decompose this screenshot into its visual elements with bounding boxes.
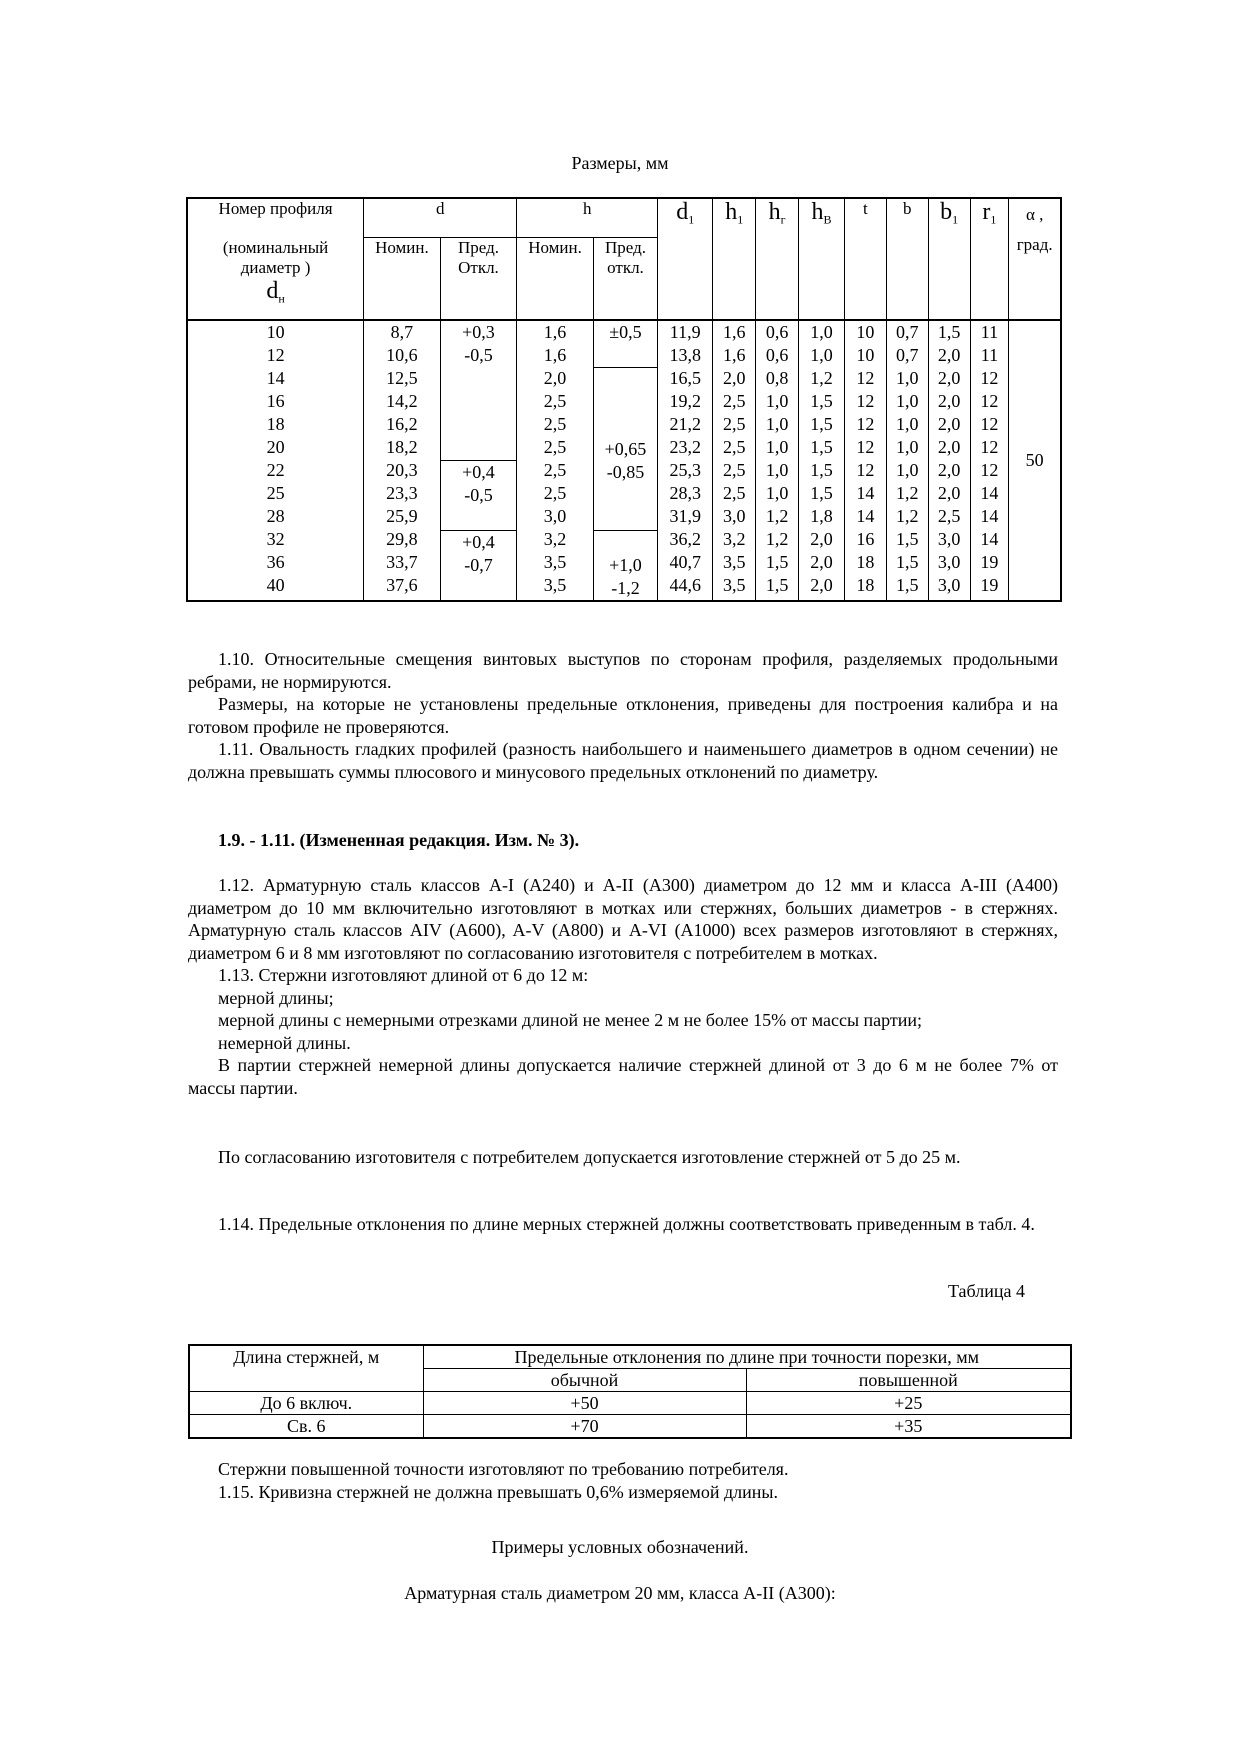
- header-hg: $h_г$: [756, 198, 799, 320]
- col-d-nom: [364, 320, 441, 601]
- table-cell: 12: [980, 460, 999, 480]
- col-h-dev: ±0,5 +0,65 -0,85 +1,0 -1,2: [593, 320, 657, 601]
- col-d1: [658, 320, 713, 601]
- table-cell: 11,9: [669, 322, 701, 342]
- table-cell: 1,0: [765, 460, 789, 480]
- table-cell: 1,5: [895, 575, 919, 595]
- para-1-11: 1.11. Овальность гладких профилей (разность наибольшего и наименьшего диаметров в одном сечении) не должна превышать суммы плюсового и минусового предельных отклонений по диаметру.: [188, 739, 1058, 782]
- profile-dimensions-table: [186, 197, 1062, 602]
- t4-cell: До 6 включ.: [189, 1392, 423, 1415]
- table-cell: 1,2: [765, 506, 789, 526]
- table-cell: 23,3: [386, 483, 418, 503]
- table-cell: 10: [266, 322, 285, 342]
- header-h-dev: Пред. откл.: [593, 238, 657, 321]
- table-cell: 3,0: [722, 506, 746, 526]
- length-deviations-table: [188, 1344, 1072, 1439]
- table-cell: 2,5: [722, 460, 746, 480]
- para-1-13: 1.13. Стержни изготовляют длиной от 6 до 12 м:: [218, 965, 589, 985]
- table-cell: 2,0: [810, 529, 833, 549]
- table-cell: 2,0: [937, 437, 961, 457]
- table-cell: 12: [980, 368, 999, 388]
- table-cell: 29,8: [386, 529, 418, 549]
- table-cell: 2,5: [722, 391, 746, 411]
- table-cell: 23,2: [669, 437, 701, 457]
- table-cell: 14: [856, 506, 875, 526]
- table-cell: 12: [856, 391, 875, 411]
- table-cell: 14: [266, 368, 285, 388]
- table-cell: 12: [856, 437, 875, 457]
- header-r1: $r_1$: [970, 198, 1009, 320]
- table-cell: 1,5: [810, 460, 833, 480]
- table-cell: 2,5: [722, 483, 746, 503]
- table-cell: 3,5: [722, 575, 746, 595]
- table-cell: 2,0: [937, 368, 961, 388]
- table-cell: 12: [856, 460, 875, 480]
- table4-label: Таблица 4: [948, 1281, 1025, 1301]
- table-cell: 19: [980, 575, 999, 595]
- table-row: [189, 1415, 1071, 1439]
- col-r1: [970, 320, 1009, 601]
- table-cell: 20,3: [386, 460, 418, 480]
- table-cell: 3,2: [722, 529, 746, 549]
- col-b: [886, 320, 928, 601]
- table-cell: 3,5: [543, 552, 567, 572]
- table-cell: 2,0: [937, 414, 961, 434]
- table-cell: 2,0: [937, 460, 961, 480]
- table-cell: 44,6: [669, 575, 701, 595]
- table-cell: 10: [856, 322, 875, 342]
- table-cell: 16,5: [669, 368, 701, 388]
- table-cell: 1,8: [810, 506, 833, 526]
- text-block-2: [188, 874, 1058, 1099]
- table-cell: 2,0: [543, 368, 567, 388]
- text-block-5: [188, 1458, 1058, 1503]
- examples-heading: Примеры условных обозначений.: [491, 1537, 749, 1557]
- para-1-10-b: Размеры, на которые не установлены предельные отклонения, приведены для построения калибра и на готовом профиле не проверяются.: [188, 694, 1058, 737]
- table-cell: 18: [266, 414, 285, 434]
- table-cell: 25,3: [669, 460, 701, 480]
- table-cell: 12: [980, 414, 999, 434]
- table-cell: 18: [856, 552, 875, 572]
- table-cell: 2,5: [722, 414, 746, 434]
- table-cell: 12: [980, 391, 999, 411]
- table-cell: 10: [856, 345, 875, 365]
- table-cell: 1,0: [810, 322, 833, 342]
- table-cell: 18,2: [386, 437, 418, 457]
- table-cell: 12,5: [386, 368, 418, 388]
- table-cell: 3,0: [937, 575, 961, 595]
- header-b1: $b_1$: [928, 198, 970, 320]
- table-cell: 2,0: [937, 345, 961, 365]
- table-cell: 1,5: [765, 552, 789, 572]
- header-h1: $h_1$: [713, 198, 756, 320]
- table-cell: 1,6: [543, 345, 567, 365]
- table-cell: 2,5: [722, 437, 746, 457]
- t4-header-group: Предельные отклонения по длине при точности порезки, мм: [423, 1345, 1071, 1369]
- col-h1: [713, 320, 756, 601]
- col-d-dev: +0,3 -0,5 +0,4 -0,5 +0,4 -0,7: [440, 320, 517, 601]
- table-cell: 1,0: [765, 391, 789, 411]
- table-cell: 14,2: [386, 391, 418, 411]
- table-cell: 13,8: [669, 345, 701, 365]
- para-1-13-c: немерной длины.: [218, 1032, 351, 1053]
- table-cell: 10,6: [386, 345, 418, 365]
- table-cell: 14: [980, 483, 999, 503]
- para-note: Стержни повышенной точности изготовляют по требованию потребителя.: [218, 1459, 789, 1479]
- table-cell: 3,2: [543, 529, 567, 549]
- para-1-15: 1.15. Кривизна стержней не должна превышать 0,6% измеряемой длины.: [218, 1481, 778, 1502]
- table-cell: 1,5: [810, 414, 833, 434]
- table-cell: 11: [980, 345, 999, 365]
- table-cell: 0,6: [765, 345, 789, 365]
- table-cell: 2,5: [543, 437, 567, 457]
- t4-cell: +25: [746, 1392, 1071, 1415]
- table-cell: 1,0: [895, 368, 919, 388]
- table-cell: 12: [856, 368, 875, 388]
- table-cell: 1,2: [765, 529, 789, 549]
- table-cell: 0,7: [895, 322, 919, 342]
- table-row: [189, 1392, 1071, 1415]
- table-cell: 2,5: [543, 483, 567, 503]
- col-profile: [187, 320, 364, 601]
- para-1-10: 1.10. Относительные смещения винтовых выступов по сторонам профиля, разделяемых продольными ребрами, не нормируются.: [188, 649, 1058, 692]
- header-h: h: [517, 198, 658, 238]
- table-cell: 2,0: [937, 391, 961, 411]
- table-cell: 12: [856, 414, 875, 434]
- para-1-14: 1.14. Предельные отклонения по длине мерных стержней должны соответствовать приведенным в табл. 4.: [218, 1214, 1035, 1234]
- table-cell: 2,0: [810, 552, 833, 572]
- table-cell: 16: [856, 529, 875, 549]
- table-cell: 3,0: [543, 506, 567, 526]
- table-cell: 21,2: [669, 414, 701, 434]
- table-cell: 18: [856, 575, 875, 595]
- table-cell: 2,5: [937, 506, 961, 526]
- table-cell: 22: [266, 460, 285, 480]
- header-d: d: [364, 198, 517, 238]
- table-cell: 2,0: [937, 483, 961, 503]
- table-cell: 28: [266, 506, 285, 526]
- text-block-4: [188, 1213, 1058, 1236]
- t4-cell: +70: [423, 1415, 746, 1439]
- header-t: t: [844, 198, 886, 320]
- para-1-13-a: мерной длины;: [218, 987, 334, 1008]
- header-d1: $d_1$: [658, 198, 713, 320]
- table-cell: 12: [980, 437, 999, 457]
- table-cell: 1,0: [895, 437, 919, 457]
- table-cell: 40,7: [669, 552, 701, 572]
- table-cell: 14: [980, 506, 999, 526]
- text-block-3: [188, 1146, 1058, 1169]
- table-cell: 19,2: [669, 391, 701, 411]
- table-cell: 28,3: [669, 483, 701, 503]
- table-cell: 1,0: [765, 483, 789, 503]
- example-1: Арматурная сталь диаметром 20 мм, класса A-II (A300):: [404, 1583, 836, 1603]
- table-cell: 1,0: [810, 345, 833, 365]
- table-cell: 14: [856, 483, 875, 503]
- table-cell: 1,6: [722, 322, 746, 342]
- table-cell: 2,0: [722, 368, 746, 388]
- table-cell: 2,5: [543, 460, 567, 480]
- table-cell: 16,2: [386, 414, 418, 434]
- table-cell: 1,5: [765, 575, 789, 595]
- table-cell: 25,9: [386, 506, 418, 526]
- table-cell: 32: [266, 529, 285, 549]
- table-cell: 1,2: [895, 506, 919, 526]
- para-1-13-b: мерной длины с немерными отрезками длиной не менее 2 м не более 15% от массы партии;: [218, 1010, 923, 1030]
- table-cell: 1,6: [722, 345, 746, 365]
- header-profile-cont: (номинальный диаметр ) $d_н$: [187, 238, 364, 321]
- table-cell: 3,0: [937, 552, 961, 572]
- table-cell: 1,0: [895, 460, 919, 480]
- col-hv: [799, 320, 845, 601]
- table-cell: 1,0: [895, 391, 919, 411]
- table-cell: 36: [266, 552, 285, 572]
- col-b1: [928, 320, 970, 601]
- table-cell: 11: [980, 322, 999, 342]
- table-cell: 1,0: [895, 414, 919, 434]
- table-cell: 3,0: [937, 529, 961, 549]
- table-cell: 1,2: [895, 483, 919, 503]
- table-cell: 0,8: [765, 368, 789, 388]
- col-t: [844, 320, 886, 601]
- t4-cell: +50: [423, 1392, 746, 1415]
- t4-cell: +35: [746, 1415, 1071, 1439]
- header-alpha: α , град.: [1009, 198, 1061, 320]
- edition-text: 1.9. - 1.11. (Измененная редакция. Изм. № 3).: [218, 830, 580, 850]
- table-cell: 0,6: [765, 322, 789, 342]
- col-hg: [756, 320, 799, 601]
- table-cell: 1,5: [895, 529, 919, 549]
- para-1-13-d: В партии стержней немерной длины допускается наличие стержней длиной от 3 до 6 м не более 7% от массы партии.: [188, 1055, 1058, 1098]
- table-cell: 12: [266, 345, 285, 365]
- table-cell: 1,5: [810, 437, 833, 457]
- para-1-12: 1.12. Арматурную сталь классов A-I (A240) и A-II (A300) диаметром до 12 мм и класса A-III (A400) диаметром до 10 мм включительно изготовляют в мотках или стержнях, больших диаметров - в стержнях. Арматурную сталь классов AIV (A600), A-V (A800) и A-VI (A1000) всех размеров изготовляют в стержнях, диаметром 6 и 8 мм изготовляют по согласованию изготовителя с потребителем в мотках.: [188, 875, 1058, 963]
- table-caption: Размеры, мм: [571, 153, 669, 173]
- table-cell: 1,0: [765, 437, 789, 457]
- table-cell: 1,2: [810, 368, 833, 388]
- table-cell: 20: [266, 437, 285, 457]
- text-block-1: [188, 648, 1058, 783]
- table-cell: 2,0: [810, 575, 833, 595]
- table-cell: 3,5: [722, 552, 746, 572]
- table-cell: 1,5: [895, 552, 919, 572]
- header-d-nom: Номин.: [364, 238, 441, 321]
- para-1-13-e: По согласованию изготовителя с потребителем допускается изготовление стержней от 5 до 25 м.: [218, 1147, 961, 1167]
- header-h-nom: Номин.: [517, 238, 594, 321]
- table-cell: 14: [980, 529, 999, 549]
- header-profile: Номер профиля: [187, 198, 364, 238]
- table-cell: 19: [980, 552, 999, 572]
- table-cell: 1,5: [937, 322, 961, 342]
- header-hv: $h_В$: [799, 198, 845, 320]
- table-cell: 1,5: [810, 483, 833, 503]
- col-alpha: 50: [1009, 320, 1061, 601]
- table-cell: 40: [266, 575, 285, 595]
- table-cell: 36,2: [669, 529, 701, 549]
- t4-cell: Св. 6: [189, 1415, 423, 1439]
- table-cell: 33,7: [386, 552, 418, 572]
- table-cell: 37,6: [386, 575, 418, 595]
- t4-header-length: Длина стержней, м: [189, 1345, 423, 1392]
- table-cell: 1,5: [810, 391, 833, 411]
- table-cell: 2,5: [543, 414, 567, 434]
- table-cell: 0,7: [895, 345, 919, 365]
- table-cell: 1,0: [765, 414, 789, 434]
- col-h-nom: [517, 320, 594, 601]
- edition-note: [188, 829, 1058, 852]
- table-cell: 2,5: [543, 391, 567, 411]
- table-cell: 8,7: [390, 322, 414, 342]
- t4-header-high: повышенной: [746, 1369, 1071, 1392]
- table-cell: 16: [266, 391, 285, 411]
- t4-header-normal: обычной: [423, 1369, 746, 1392]
- table-cell: 25: [266, 483, 285, 503]
- table-cell: 1,6: [543, 322, 567, 342]
- header-d-dev: Пред. Откл.: [440, 238, 517, 321]
- table-cell: 31,9: [669, 506, 701, 526]
- table-cell: 3,5: [543, 575, 567, 595]
- header-b: b: [886, 198, 928, 320]
